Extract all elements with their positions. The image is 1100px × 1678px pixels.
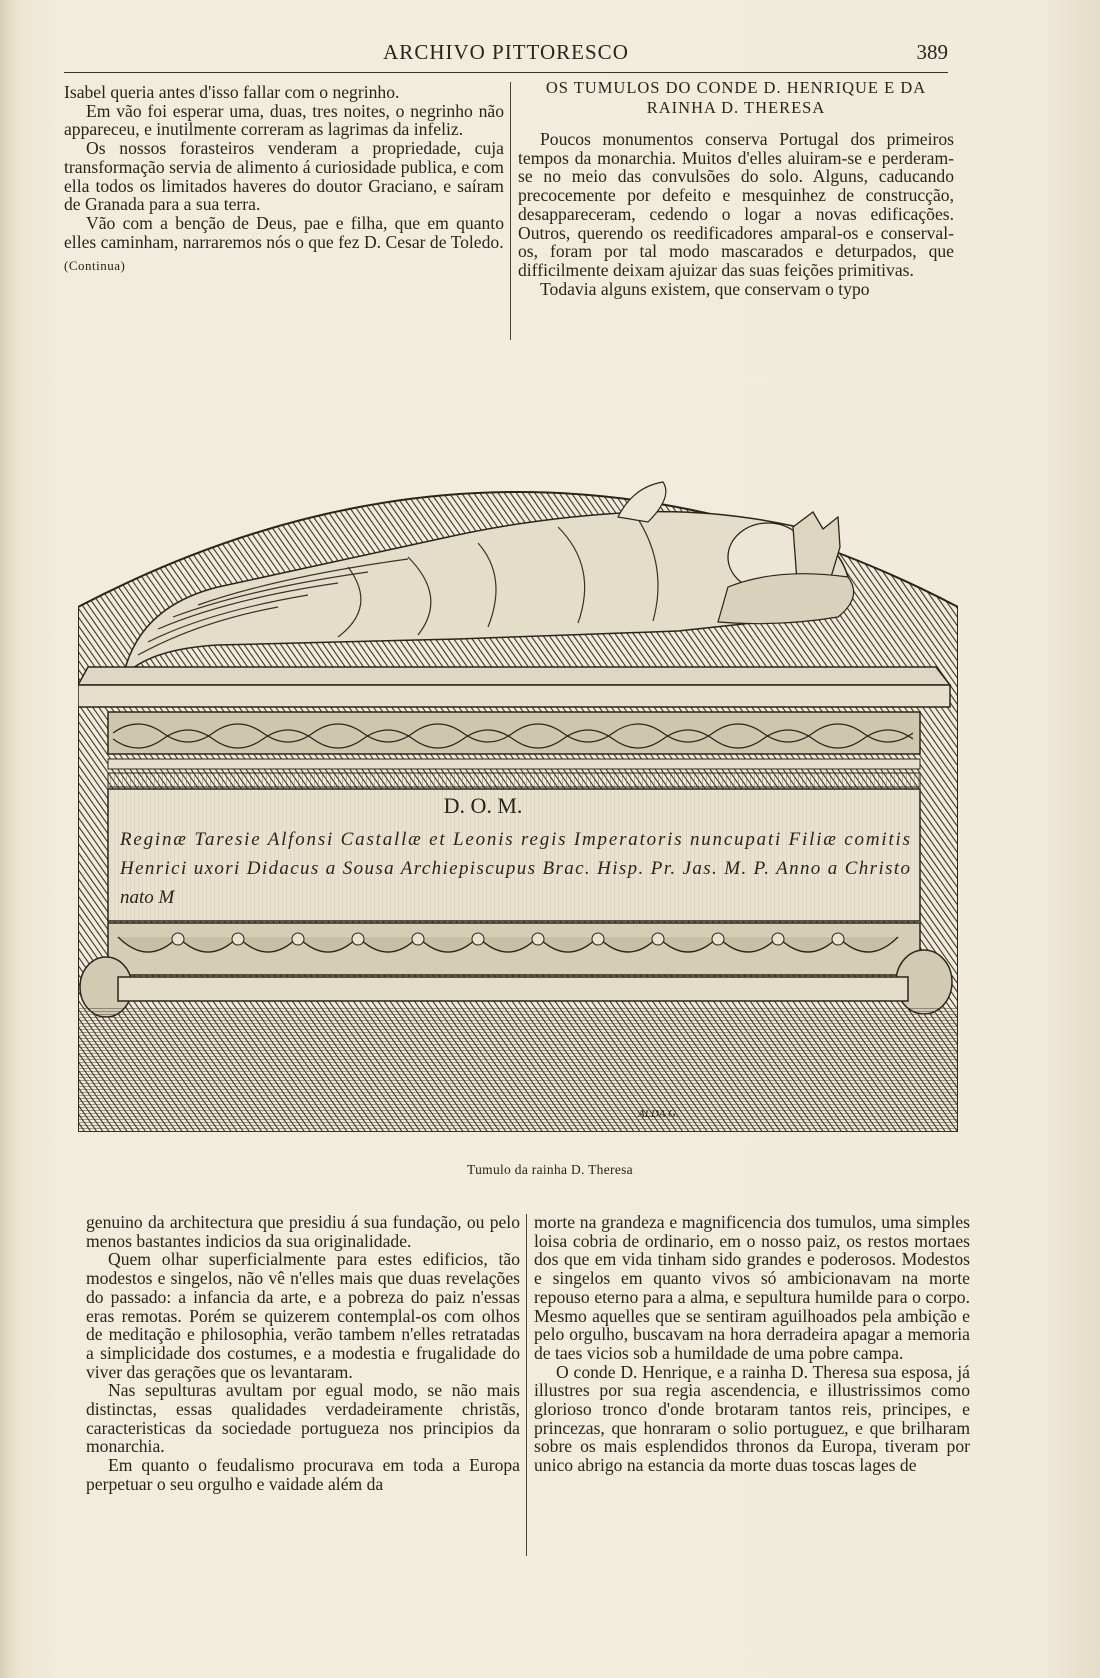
journal-title: ARCHIVO PITTORESCO	[383, 40, 629, 64]
paragraph: morte na grandeza e magnificencia dos tumulos, uma simples loisa cobria de ordinario, em o nosso paiz, os restos mortaes dos que em vida tinham sido grandes e poderosos. Modestos e singelos em quanto vivos só ambicionavam na morte repouso eterno para a alma, e sepultura humilde para o corpo. Mesmo aquelles que se sentiram aguilhoados pela ambição e pelo orgulho, buscavam na hora derradeira apagar a memoria de taes vicios sob a humildade de uma pobre campa.	[534, 1212, 970, 1363]
paragraph: Em quanto o feudalismo procurava em toda a Europa perpetuar o seu orgulho e vaidade além da	[86, 1455, 520, 1494]
paragraph: Nas sepulturas avultam por egual modo, se não mais distinctas, essas qualidades verdadeiramente christãs, caracteristicas da sociedade portugueza nos principios da monarchia.	[86, 1380, 520, 1457]
article-title	[518, 78, 954, 118]
floor	[78, 1007, 958, 1132]
engraver-signature: ALDA G.	[638, 1108, 679, 1120]
paragraph: Quem olhar superficialmente para estes edificios, tão modestos e singelos, não vê n'elles mais que duas revelações do passado: a infancia da arte, e a pobreza do paiz n'essas eras remotas. Porém se quizerem contemplal-os com olhos de meditação e philosophia, verão tambem n'elles retratadas a simplicidade dos costumes, e a modestia e frugalidade do viver das gerações que os levantaram.	[86, 1249, 520, 1382]
paragraph: Vão com a benção de Deus, pae e filha, que em quanto elles caminham, narraremos nós o que fez D. Cesar de Toledo.	[64, 212, 504, 252]
paragraph: Todavia alguns existem, que conservam o typo	[540, 278, 870, 299]
tomb-lid	[78, 667, 950, 685]
inscription-line: Reginæ Taresie Alfonsi Castallæ et Leonis regis Imperatoris nuncupati Filiæ comitis	[120, 829, 910, 850]
paragraph: O conde D. Henrique, e a rainha D. Theresa sua esposa, já illustres por sua regia ascendencia, e illustrissimos como glorioso tronco d'onde brotaram tantos reis, principes, e princezas, que honraram o solio portuguez, e que brilharam sobre os mais esplendidos thronos da Europa, tiveram por unico abrigo na estancia da morte duas toscas lages de	[534, 1361, 970, 1476]
continua-note: (Continua)	[64, 258, 126, 274]
inscription-line: nato M	[120, 887, 175, 908]
inscription-line: Henrici uxori Didacus a Sousa Archiepiscupus Brac. Hisp. Pr. Jas. M. P. Anno a Christo	[120, 858, 910, 879]
column-divider	[526, 1214, 527, 1556]
article-title-line2: RAINHA D. THERESA	[646, 98, 826, 117]
paragraph: Isabel queria antes d'isso fallar com o negrinho.	[64, 82, 400, 102]
paragraph: genuino da architectura que presidiu á sua fundação, ou pelo menos bastantes indicios da sua originalidade.	[86, 1212, 520, 1251]
running-header	[64, 36, 948, 73]
paragraph: Poucos monumentos conserva Portugal dos primeiros tempos da monarchia. Muitos d'elles aluiram-se e perderam-se no meio das convulsões do solo. Alguns, caducando precocemente por defeito e mesquinhez de construcção, desappareceram, cedendo o logar a novas edificações. Outros, querendo os reedificadores amparal-os e conserval-os, foram por tal modo mascarados e deturpados, que difficilmente deixam ajuizar das suas feições primitivas.	[518, 129, 954, 280]
top-right-column	[518, 78, 954, 298]
inscription-head: D. O. M.	[443, 793, 523, 818]
tomb-base	[118, 977, 908, 1001]
tomb-illustration	[78, 417, 958, 1132]
paragraph: Em vão foi esperar uma, duas, tres noites, o negrinho não appareceu, e inutilmente correram as lagrimas da infeliz.	[64, 100, 504, 140]
tomb-engraving	[78, 417, 958, 1132]
bottom-left-column	[86, 1213, 520, 1494]
paragraph: Os nossos forasteiros venderam a propriedade, cuja transformação servia de alimento á curiosidade publica, e com ella todos os limitados haveres do doutor Graciano, e saíram de Granada para a sua terra.	[64, 138, 504, 215]
bottom-right-column	[534, 1213, 970, 1475]
top-left-column	[64, 83, 504, 276]
figure-caption: Tumulo da rainha D. Theresa	[467, 1162, 633, 1177]
article-title-line1: OS TUMULOS DO CONDE D. HENRIQUE E DA	[545, 78, 927, 97]
column-divider	[510, 82, 511, 340]
page-number: 389	[916, 40, 948, 64]
